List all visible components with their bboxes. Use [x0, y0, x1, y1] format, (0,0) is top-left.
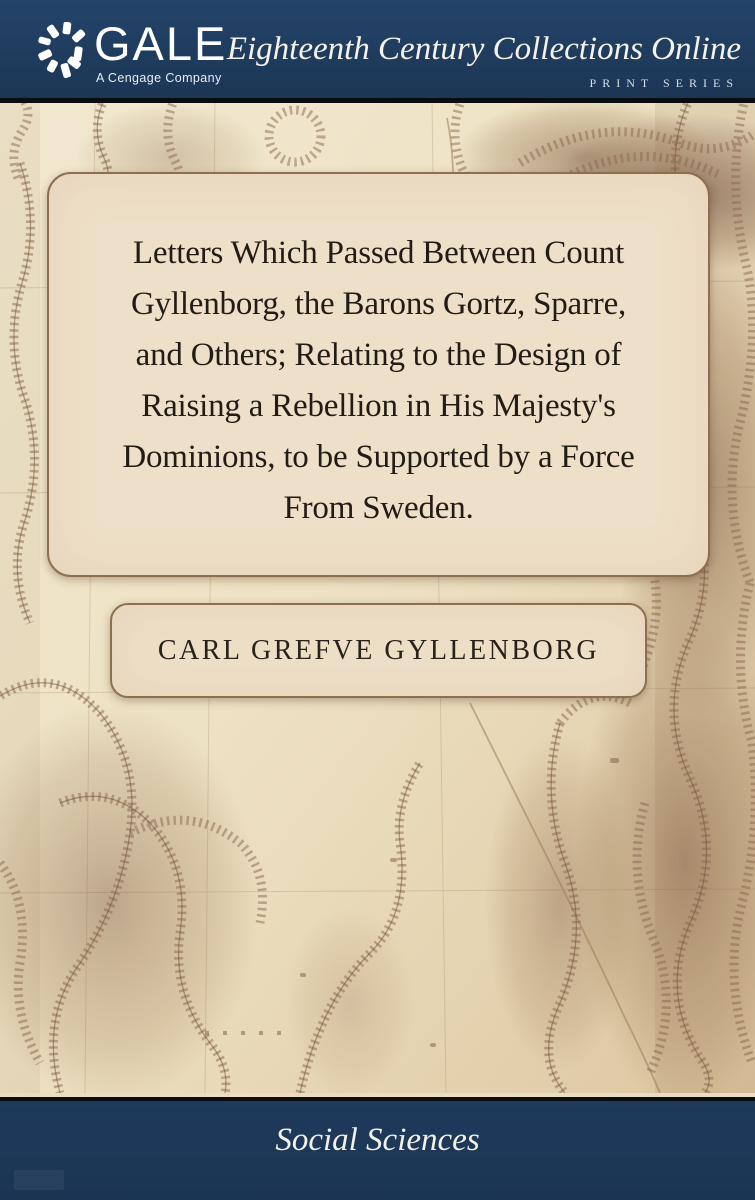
book-title-line: From Sweden.: [283, 490, 474, 526]
publisher-header: [0, 0, 755, 103]
category-footer: [0, 1097, 755, 1200]
author-panel: [110, 603, 647, 698]
series-title: Eighteenth Century Collections Online: [226, 31, 741, 67]
author-name: CARL GREFVE GYLLENBORG: [157, 634, 600, 666]
title-panel: [47, 172, 710, 577]
gale-starburst-icon: [36, 22, 90, 80]
gale-logo-tagline: A Cengage Company: [96, 71, 222, 85]
book-title-line: and Others; Relating to the Design of: [135, 337, 622, 373]
watermark: [14, 1170, 64, 1190]
series-edition: PRINT SERIES: [589, 76, 739, 90]
category-label: Social Sciences: [275, 1122, 480, 1158]
book-title-line: Gyllenborg, the Barons Gortz, Sparre,: [130, 286, 627, 322]
book-title-line: Letters Which Passed Between Count: [132, 235, 625, 271]
gale-logo-text: GALE: [94, 17, 228, 70]
book-title-line: Raising a Rebellion in His Majesty's: [141, 388, 616, 424]
book-title-line: Dominions, to be Supported by a Force: [122, 439, 635, 475]
